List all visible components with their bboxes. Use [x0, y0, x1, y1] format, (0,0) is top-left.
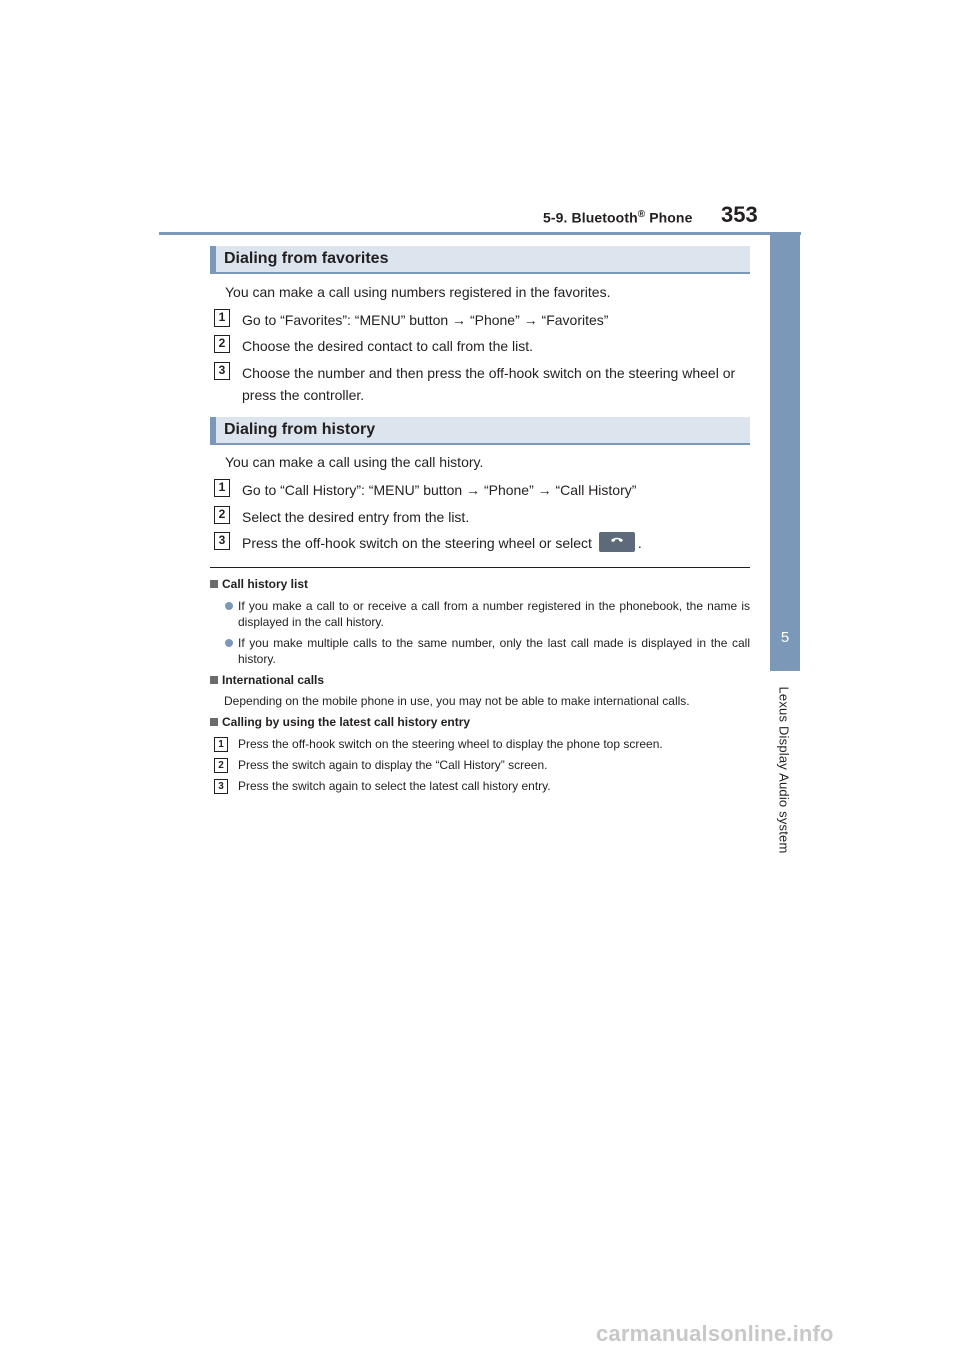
step-text: Choose the number and then press the off-hook switch on the steering wheel or press the controller.: [242, 365, 736, 403]
bullet-dot-icon: [225, 602, 233, 610]
bullet-text: If you make a call to or receive a call from a number registered in the phonebook, the name is displayed in the call history.: [238, 599, 750, 629]
history-title-text: Dialing from history: [224, 421, 376, 438]
favorites-intro: You can make a call using numbers registered in the favorites.: [225, 284, 611, 300]
step-text: Press the switch again to select the latest call history entry.: [238, 779, 551, 793]
page-number: 353: [721, 202, 758, 227]
note-body-international: Depending on the mobile phone in use, you may not be able to make international calls.: [224, 694, 690, 708]
step-number: 3: [214, 362, 230, 380]
history-section-title: [210, 417, 750, 445]
note-heading-call-history: [210, 577, 308, 591]
step-number: 2: [214, 758, 228, 773]
history-intro: You can make a call using the call history.: [225, 454, 484, 470]
phone-call-icon: [599, 532, 635, 552]
square-bullet-icon: [210, 676, 218, 684]
step-text: Select the desired entry from the list.: [242, 509, 470, 525]
favorites-section-title: [210, 246, 750, 274]
step-text: Choose the desired contact to call from the list.: [242, 338, 534, 354]
header-section-suffix: Phone: [645, 209, 693, 226]
step-text-main: Press the off-hook switch on the steering wheel or select: [242, 535, 592, 551]
note-heading-text: Call history list: [222, 577, 309, 591]
step-text-end: .: [637, 535, 642, 551]
step-text: Press the off-hook switch on the steering wheel to display the phone top screen.: [238, 737, 663, 751]
step-number: 1: [214, 737, 228, 752]
note-heading-latest-entry: [210, 715, 470, 729]
step-number: 2: [214, 335, 230, 353]
step-number: 2: [214, 506, 230, 524]
note-heading-text: International calls: [222, 673, 325, 687]
step-number: 1: [214, 309, 230, 327]
step-number: 3: [214, 532, 230, 550]
chapter-tab: [770, 235, 800, 671]
header-section: 5-9. Bluetooth: [543, 209, 638, 226]
favorites-title-text: Dialing from favorites: [224, 250, 389, 267]
chapter-title-text: Lexus Display Audio system: [776, 686, 792, 854]
step-number: 3: [214, 779, 228, 794]
step-text: Go to “Favorites”: “MENU” button → “Phone” → “Favorites”: [242, 312, 609, 328]
page-header: [0, 0, 960, 240]
step-text: [242, 532, 752, 554]
square-bullet-icon: [210, 718, 218, 726]
note-heading-text: Calling by using the latest call history entry: [222, 715, 471, 729]
notes-divider: [210, 567, 750, 568]
step-text: Go to “Call History”: “MENU” button → “Phone” → “Call History”: [242, 482, 637, 498]
step-number: 1: [214, 479, 230, 497]
bullet-text: If you make multiple calls to the same number, only the last call made is displayed in the call history.: [238, 636, 750, 666]
chapter-title: [772, 680, 796, 860]
watermark: carmanualsonline.info: [596, 1321, 834, 1346]
section-title-header: [543, 209, 692, 226]
header-rule: [159, 232, 801, 235]
chapter-number: 5: [780, 629, 790, 646]
step-text: Press the switch again to display the “Call History” screen.: [238, 758, 548, 772]
square-bullet-icon: [210, 580, 218, 588]
registered-mark: ®: [637, 209, 646, 220]
bullet-dot-icon: [225, 639, 233, 647]
note-heading-international: [210, 673, 324, 687]
